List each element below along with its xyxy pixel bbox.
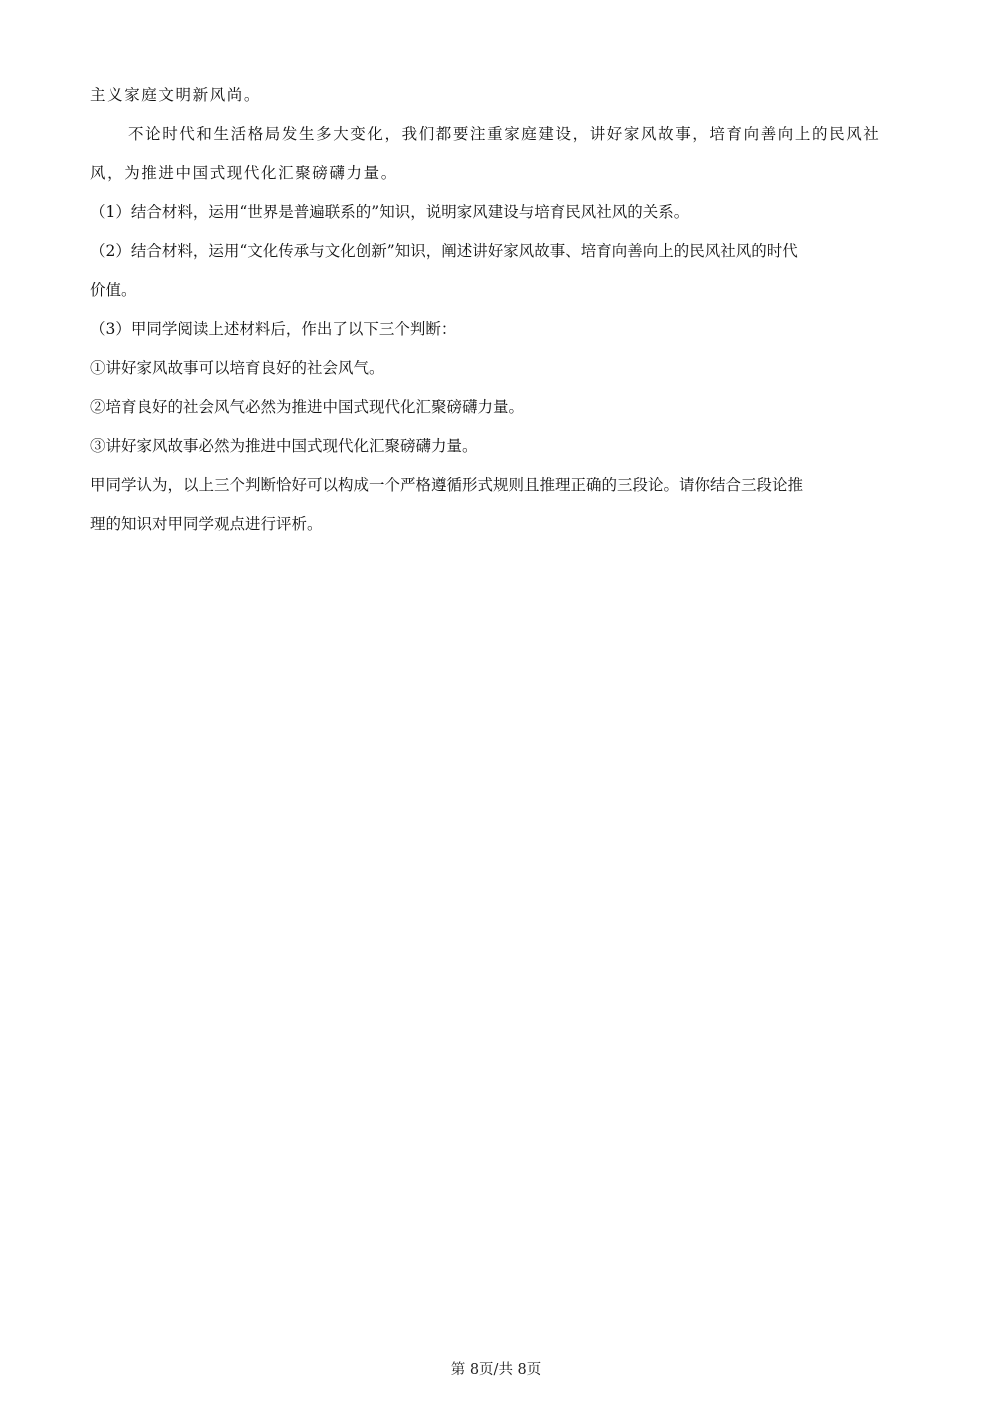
question-3: （3）甲同学阅读上述材料后，作出了以下三个判断：: [90, 320, 457, 338]
paragraph-line: 主义家庭文明新风尚。: [90, 86, 262, 104]
paragraph-line: 不论时代和生活格局发生多大变化，我们都要注重家庭建设，讲好家风故事，培育向善向上的民风社: [128, 125, 881, 143]
page-number: 第 8页/共 8页: [450, 1362, 542, 1378]
question-2: （2）结合材料，运用“文化传承与文化创新”知识，阐述讲好家风故事、培育向善向上的民风社风的时代: [90, 242, 798, 260]
paragraph-line: 风，为推进中国式现代化汇聚磅礴力量。: [90, 164, 398, 182]
judgment-2: ②培育良好的社会风气必然为推进中国式现代化汇聚磅礴力量。: [90, 398, 525, 416]
question-3-prompt: 甲同学认为，以上三个判断恰好可以构成一个严格遵循形式规则且推理正确的三段论。请你结合三段论推: [90, 476, 804, 494]
question-3-prompt-continued: 理的知识对甲同学观点进行评析。: [90, 515, 323, 533]
document-body: [90, 80, 902, 540]
question-2-continued: 价值。: [90, 281, 137, 299]
judgment-1: ①讲好家风故事可以培育良好的社会风气。: [90, 359, 385, 377]
question-1: （1）结合材料，运用“世界是普遍联系的”知识，说明家风建设与培育民风社风的关系。: [90, 203, 690, 221]
judgment-3: ③讲好家风故事必然为推进中国式现代化汇聚磅礴力量。: [90, 437, 478, 455]
